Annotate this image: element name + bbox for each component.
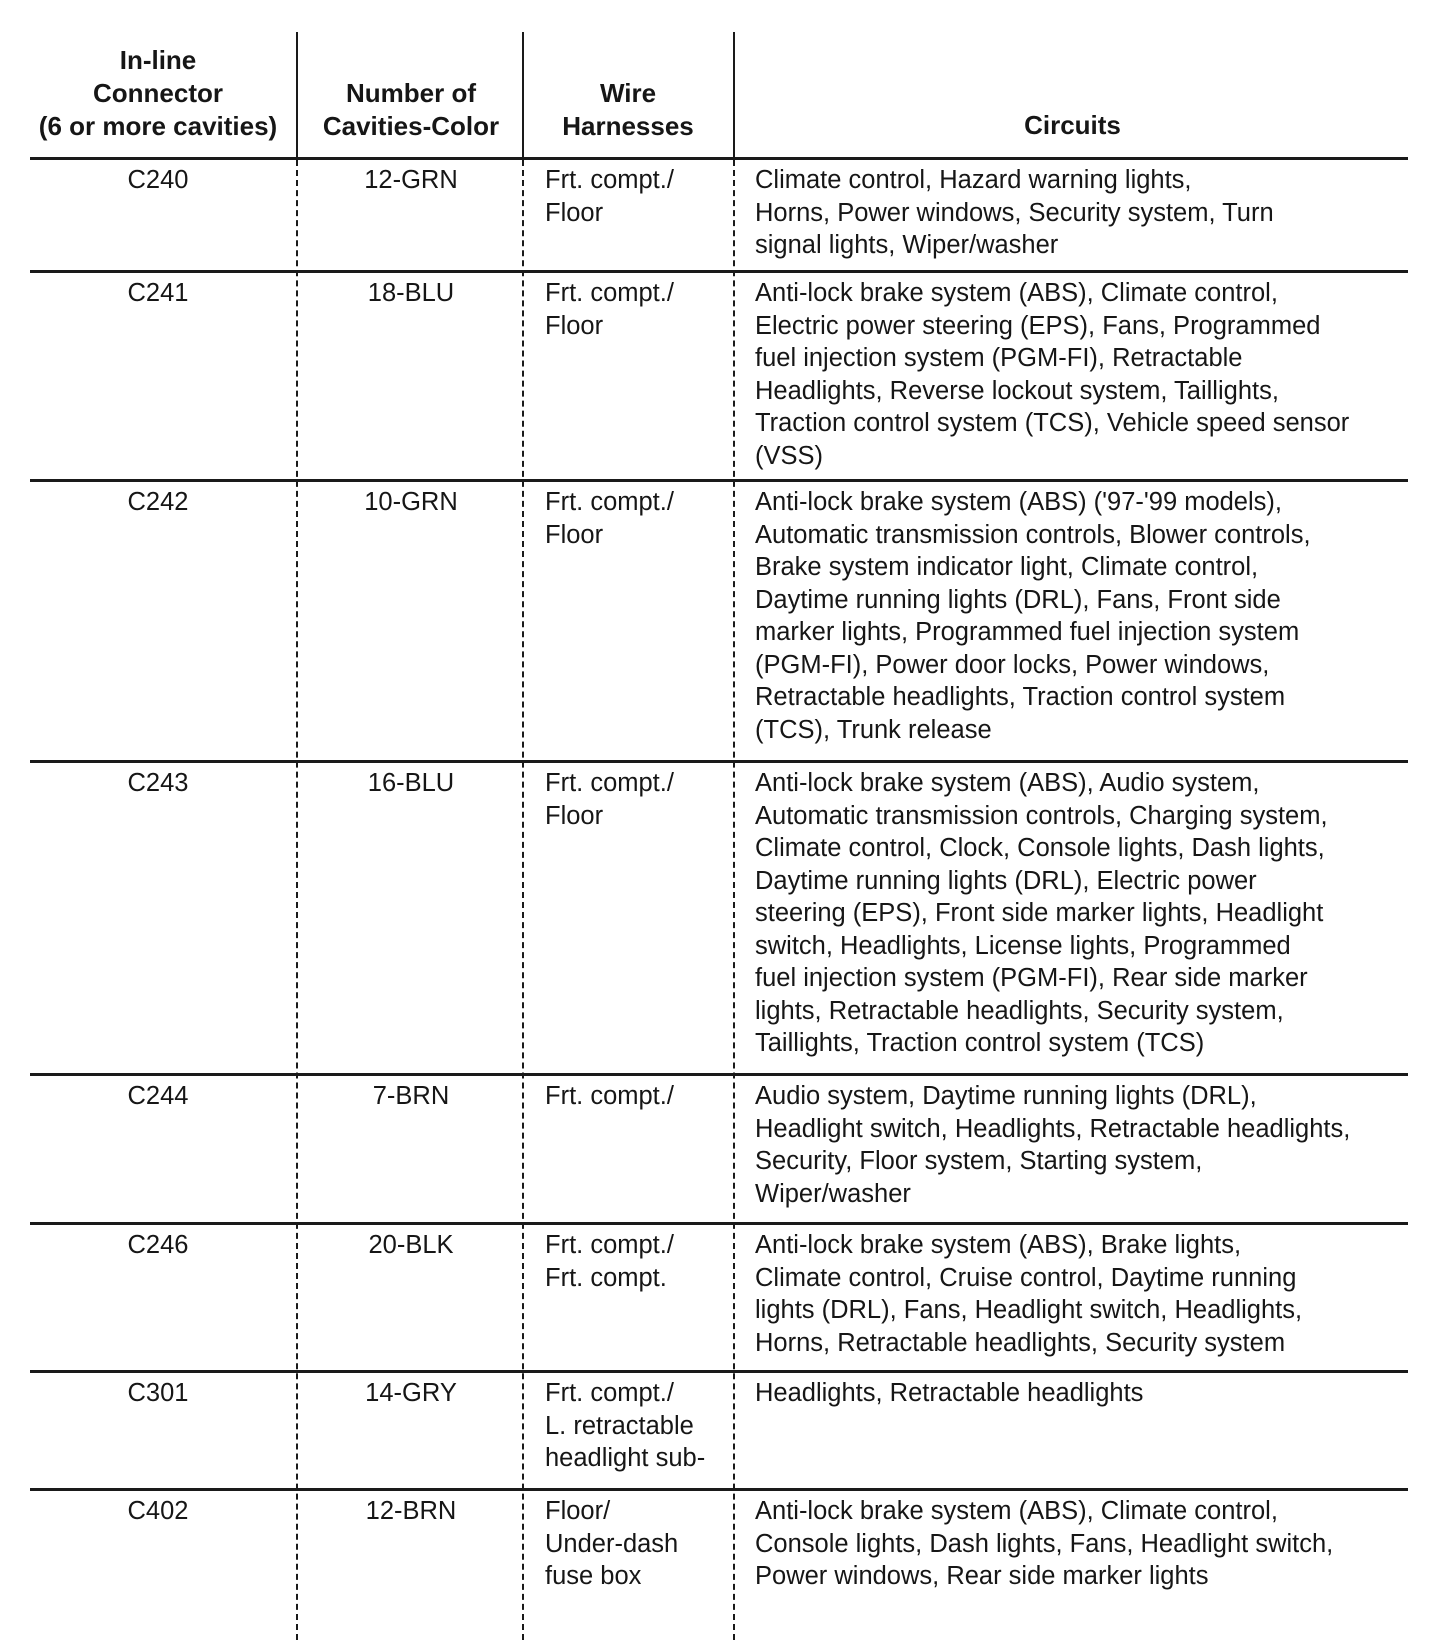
circuits	[755, 277, 1415, 472]
column-divider	[296, 32, 298, 160]
wire-harnesses	[545, 164, 735, 229]
circuit-line: Climate control, Clock, Console lights, Dash lights,	[755, 834, 1325, 862]
circuit-line: Horns, Retractable headlights, Security system	[755, 1328, 1286, 1357]
circuit-line: Brake system indicator light, Climate control,	[755, 553, 1259, 581]
connector-id: C241	[127, 279, 189, 307]
circuit-line: Anti-lock brake system (ABS), Audio system,	[755, 769, 1260, 797]
connector-id: C243	[127, 769, 189, 797]
wire-line: Frt. compt.	[545, 1263, 667, 1292]
wire-line: Frt. compt./	[545, 279, 674, 307]
circuit-line: steering (EPS), Front side marker lights, Headlight	[755, 899, 1324, 927]
wire-harnesses	[545, 1377, 735, 1475]
header-cavities-line: Cavities-Color	[322, 111, 500, 141]
connector-id: C240	[127, 166, 189, 194]
wire-line: L. retractable	[545, 1411, 694, 1440]
header-connector	[30, 44, 286, 143]
circuit-line: Daytime running lights (DRL), Fans, Front side	[755, 585, 1281, 614]
wire-harnesses	[545, 1229, 735, 1294]
circuit-line: Retractable headlights, Traction control system	[755, 683, 1286, 711]
circuit-line: Headlights, Retractable headlights	[755, 1379, 1144, 1407]
connector-id: C242	[127, 488, 189, 516]
wire-line: Frt. compt./	[545, 1231, 674, 1259]
circuits	[755, 767, 1415, 1060]
wire-harnesses	[545, 277, 735, 342]
wire-harnesses	[545, 1080, 735, 1113]
cavities-color: 14-GRY	[365, 1379, 457, 1407]
wire-line: Floor	[545, 801, 604, 830]
cavities-color: 10-GRN	[364, 488, 458, 516]
column-divider	[733, 32, 735, 160]
wire-line: Frt. compt./	[545, 488, 674, 516]
cavities-color: 16-BLU	[367, 769, 455, 797]
cavities-color: 7-BRN	[372, 1082, 450, 1110]
connector-id: C244	[127, 1082, 189, 1110]
row-divider	[30, 270, 1408, 273]
row-divider	[30, 1222, 1408, 1225]
header-connector-line: (6 or more cavities)	[38, 111, 278, 141]
wire-line: Frt. compt./	[545, 769, 674, 797]
cavities-color: 18-BLU	[367, 279, 455, 307]
circuit-line: Anti-lock brake system (ABS), Climate control,	[755, 1497, 1278, 1525]
cavities-color: 12-BRN	[365, 1497, 457, 1525]
circuit-line: Anti-lock brake system (ABS), Brake lights,	[755, 1231, 1242, 1259]
circuit-line: Security, Floor system, Starting system,	[755, 1147, 1203, 1175]
circuit-line: lights, Retractable headlights, Security system,	[755, 996, 1284, 1025]
circuit-line: Daytime running lights (DRL), Electric power	[755, 866, 1257, 895]
cavities-color: 20-BLK	[368, 1231, 454, 1259]
circuit-line: Automatic transmission controls, Charging system,	[755, 801, 1328, 830]
wire-harnesses	[545, 486, 735, 551]
column-divider	[522, 32, 524, 160]
wire-line: Floor/	[545, 1497, 611, 1525]
header-wire-line: Harnesses	[562, 111, 694, 141]
wire-line: Frt. compt./	[545, 1082, 674, 1110]
connector-id: C301	[127, 1379, 189, 1407]
circuit-line: switch, Headlights, License lights, Programmed	[755, 931, 1291, 960]
column-divider	[296, 160, 298, 1640]
wire-line: Floor	[545, 311, 604, 340]
circuit-line: Automatic transmission controls, Blower controls,	[755, 520, 1311, 549]
connector-id: C402	[127, 1497, 189, 1525]
circuit-line: (PGM-FI), Power door locks, Power windows,	[755, 650, 1270, 679]
circuit-line: Horns, Power windows, Security system, Turn	[755, 198, 1274, 227]
wire-harnesses	[545, 767, 735, 832]
circuit-line: (VSS)	[755, 441, 824, 470]
circuits	[755, 486, 1415, 746]
wire-line: Frt. compt./	[545, 166, 674, 194]
row-divider	[30, 157, 1408, 160]
circuit-line: marker lights, Programmed fuel injection system	[755, 618, 1300, 646]
wire-line: Floor	[545, 520, 604, 549]
header-connector-line: Connector	[93, 78, 223, 108]
circuit-line: signal lights, Wiper/washer	[755, 231, 1059, 259]
circuit-line: fuel injection system (PGM-FI), Rear side marker	[755, 964, 1308, 992]
circuit-line: Headlight switch, Headlights, Retractable headlights,	[755, 1114, 1351, 1143]
circuit-line: Power windows, Rear side marker lights	[755, 1562, 1209, 1590]
circuit-line: Wiper/washer	[755, 1179, 911, 1208]
wire-line: Under-dash	[545, 1529, 679, 1558]
circuit-line: Electric power steering (EPS), Fans, Programmed	[755, 311, 1321, 340]
wire-line: fuse box	[545, 1562, 642, 1590]
circuit-line: Anti-lock brake system (ABS), Climate control,	[755, 279, 1278, 307]
circuits	[755, 1229, 1415, 1359]
column-divider	[522, 160, 524, 1640]
circuit-line: (TCS), Trunk release	[755, 715, 992, 744]
wire-line: Frt. compt./	[545, 1379, 674, 1407]
circuits	[755, 164, 1415, 262]
circuit-line: Headlights, Reverse lockout system, Taillights,	[755, 376, 1279, 405]
circuits	[755, 1080, 1415, 1210]
header-circuits	[740, 109, 1405, 142]
row-divider	[30, 479, 1408, 482]
circuit-line: fuel injection system (PGM-FI), Retractable	[755, 344, 1243, 372]
header-cavities-line: Number of	[346, 78, 476, 108]
circuit-line: lights (DRL), Fans, Headlight switch, Headlights,	[755, 1296, 1303, 1324]
circuit-line: Taillights, Traction control system (TCS)	[755, 1029, 1205, 1057]
circuit-line: Climate control, Hazard warning lights,	[755, 166, 1192, 194]
row-divider	[30, 1073, 1408, 1076]
circuit-line: Traction control system (TCS), Vehicle speed sensor	[755, 409, 1350, 437]
header-wire-line: Wire	[599, 78, 657, 108]
connector-id: C246	[127, 1231, 189, 1259]
circuit-line: Anti-lock brake system (ABS) ('97-'99 models),	[755, 488, 1282, 516]
header-wire-harnesses	[530, 77, 726, 143]
circuit-line: Climate control, Cruise control, Daytime running	[755, 1263, 1297, 1292]
header-circuits-label: Circuits	[1024, 110, 1121, 140]
wire-harnesses	[545, 1495, 735, 1593]
row-divider	[30, 1370, 1408, 1373]
cavities-color: 12-GRN	[364, 166, 458, 194]
circuit-line: Console lights, Dash lights, Fans, Headlight switch,	[755, 1529, 1334, 1558]
circuit-line: Audio system, Daytime running lights (DRL),	[755, 1082, 1257, 1110]
wire-line: Floor	[545, 198, 604, 227]
circuits	[755, 1377, 1415, 1410]
header-connector-line: In-line	[119, 45, 197, 75]
circuits	[755, 1495, 1415, 1593]
header-cavities	[306, 77, 516, 143]
row-divider	[30, 1488, 1408, 1491]
wire-line: headlight sub-	[545, 1444, 706, 1472]
row-divider	[30, 760, 1408, 763]
